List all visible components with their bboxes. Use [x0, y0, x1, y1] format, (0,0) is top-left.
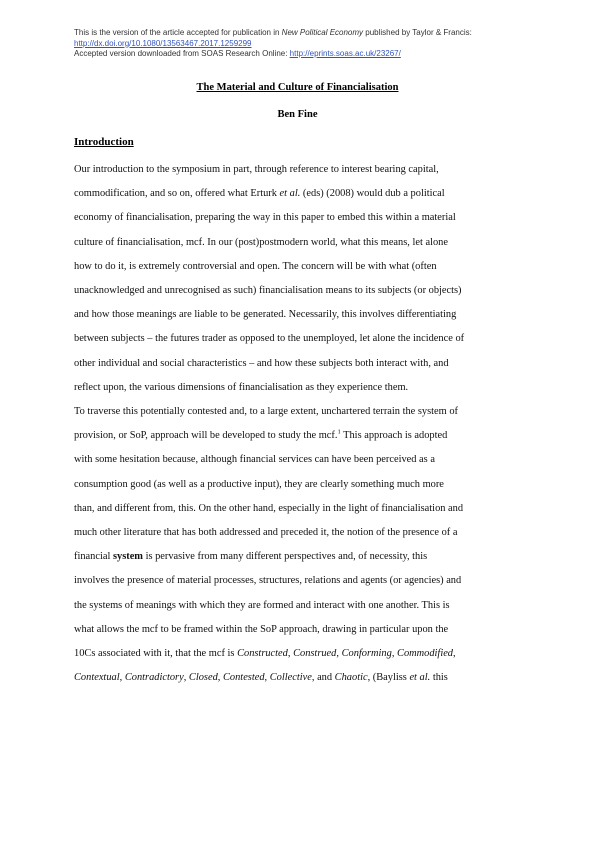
notice-line-2 — [74, 39, 544, 50]
paper-author: Ben Fine — [277, 109, 318, 120]
paper-title: The Material and Culture of Financialisation — [196, 82, 399, 93]
soas-link[interactable]: http://eprints.soas.ac.uk/23267/ — [289, 49, 401, 58]
notice-line-3: Accepted version downloaded from SOAS Research Online: http://eprints.soas.ac.uk/23267/ — [74, 49, 401, 58]
doi-link[interactable]: http://dx.doi.org/10.1080/13563467.2017.1259299 — [74, 38, 252, 48]
section-heading: Introduction — [74, 136, 134, 148]
body-text — [74, 158, 530, 690]
journal-name: New Political Economy — [281, 28, 364, 37]
paragraph-1: Our introduction to the symposium in part, through reference to interest bearing capital, commodification, and so on, offered what Erturk et al. (eds) (2008) would dub a political economy of financialisation, preparing the way in this paper to embed this within a material culture of financialisation, mcf. In our (post)postmodern world, what this means, let alone how to do it, is extremely controversial and open. The concern will be with what (often unacknowledged and unrecognised as such) financialisation means to its subjects (or objects) and how those meanings are liable to be generated. Necessarily, this involves differentiating between subjects – the futures trader as opposed to the unemployed, let alone the incidence of other individual and social characteristics – and how these subjects both interact with, and reflect upon, the various dimensions of financialisation as they experience them. — [74, 164, 465, 393]
publication-notice — [74, 28, 544, 60]
paragraph-2: To traverse this potentially contested and, to a large extent, unchartered terrain the system of provision, or SoP, approach will be developed to study the mcf.$^1$ This approach is adopted with some hesitation because, although financial services can have been perceived as a consumption good (as well as a productive input), they are clearly something much more than, and different from, this. On the other hand, especially in the light of financialisation and much other literature that has both addressed and preceded it, the notion of the presence of a financial system is pervasive from many different perspectives and, of necessity, this involves the presence of material processes, structures, relations and agents (or agencies) and the systems of meanings with which they are formed and interact with one another. This is what allows the mcf to be framed within the SoP approach, drawing in particular upon the 10Cs associated with it, that the mcf is Constructed, Construed, Conforming, Commodified, Contextual, Contradictory, Closed, Contested, Collective, and Chaotic, (Bayliss et al. this — [74, 406, 464, 684]
notice-line-1: This is the version of the article accepted for publication in New Political Economy published by Taylor & Francis: — [74, 28, 472, 37]
footnote-marker[interactable]: 1 — [337, 428, 341, 436]
